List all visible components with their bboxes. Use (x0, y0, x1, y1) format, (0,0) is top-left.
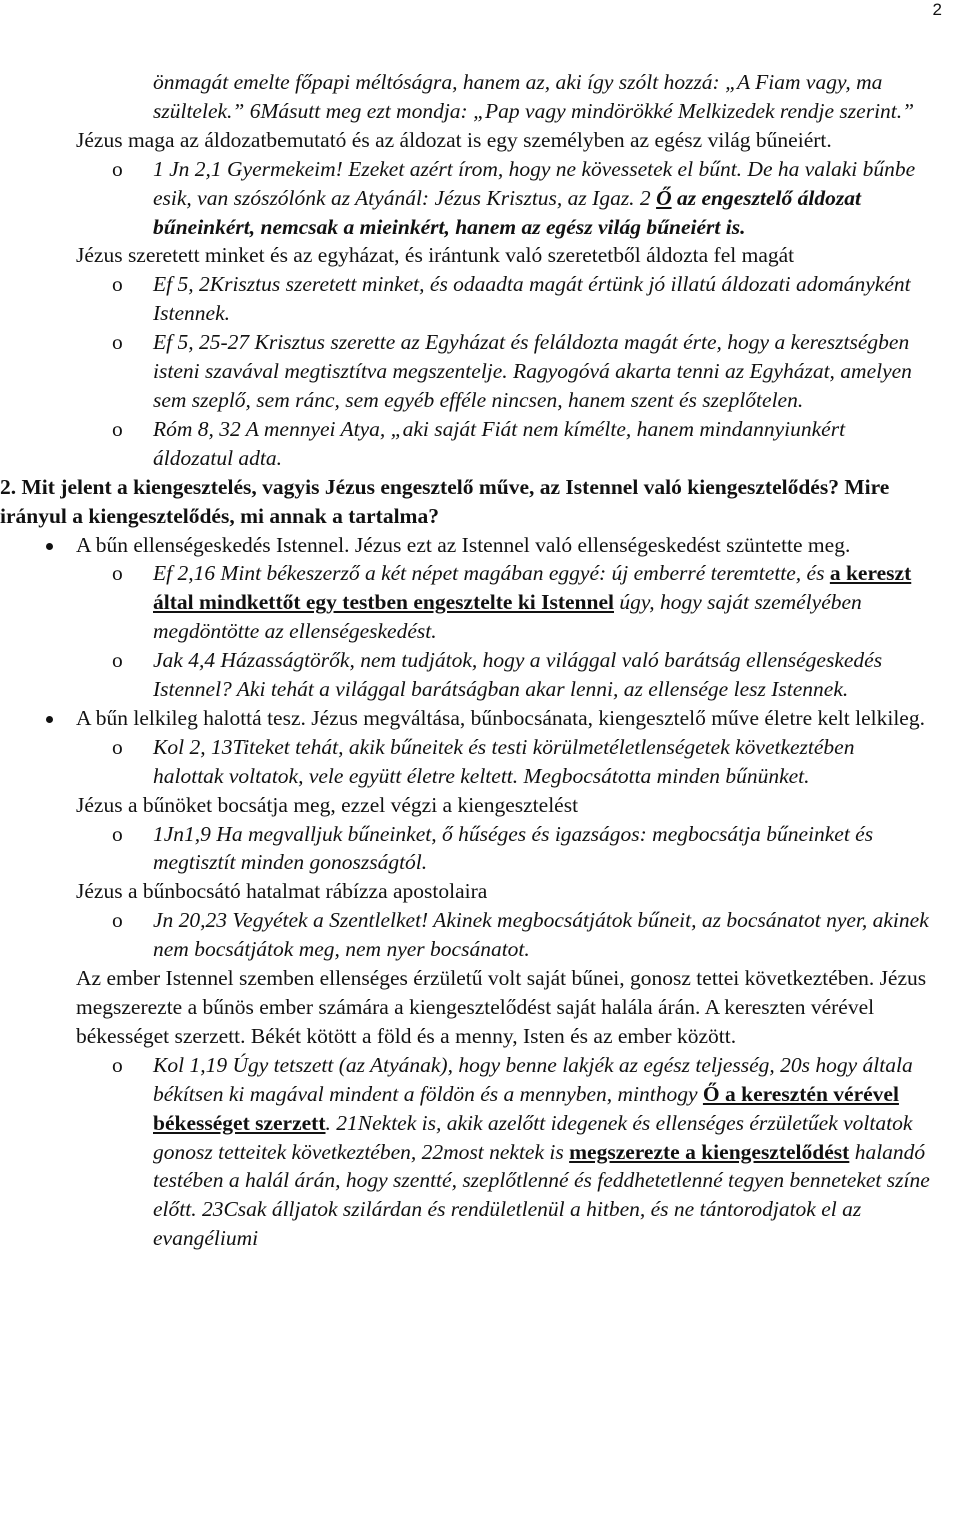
emphasis-text: megszerezte a kiengesztelődést (569, 1139, 850, 1164)
bullet-dot-icon (46, 543, 53, 550)
quote-text: . 21Nektek is, akik azelőtt idegenek és ellenséges érzületűek voltatok gonosz tetteitek következtében, 22most nektek is (153, 1110, 913, 1164)
list-item (0, 328, 960, 415)
sub-bullet-marker: o (112, 648, 123, 673)
quote-text: úgy, hogy saját személyében megdöntötte az ellenségeskedést. (153, 590, 862, 644)
emphasis-text: Ő (656, 185, 672, 210)
sub-bullet-marker: o (112, 821, 123, 846)
sub-bullet-marker: o (112, 416, 123, 441)
body-text: Jézus maga az áldozatbemutató és az áldozat is egy személyben az egész világ bűneiért. (76, 127, 832, 152)
body-text: Jézus a bűnbocsátó hatalmat rábízza apostolaira (76, 879, 488, 904)
sub-bullet-marker: o (112, 734, 123, 759)
bullet-item (0, 531, 960, 560)
emphasis-text: az engesztelő áldozat bűneinkért, nemcsak a mieinkért, hanem az egész világ bűneiért is. (153, 185, 861, 239)
quote-text: halandó testében a halál árán, hogy szentté, szeplőtlenné és feddhetetlenné tegyen benneteket színe előtt. 23Csak álljatok szilárdan és rendületlenül a hitben, és ne tántorodjatok el az evangéliumi (153, 1139, 930, 1251)
quote-text: Ef 2,16 Mint békeszerző a két népet magában eggyé: új emberré teremtette, és (153, 561, 830, 586)
quote-text: 1Jn1,9 Ha megvalljuk bűneinket, ő hűséges és igazságos: megbocsátja bűneinket és megtisztít minden gonoszságtól. (153, 821, 874, 875)
sub-bullet-marker: o (112, 561, 123, 586)
quote-text: Ef 5, 2Krisztus szeretett minket, és odaadta magát értünk jó illatú áldozati adományként Istennek. (153, 272, 911, 326)
sub-bullet-marker: o (112, 908, 123, 933)
list-item (0, 559, 960, 646)
body-text: Jézus a bűnöket bocsátja meg, ezzel végzi a kiengesztelést (76, 792, 579, 817)
body-text: Az ember Istennel szemben ellenséges érzületű volt saját bűnei, gonosz tettei következtében. Jézus megszerezte a bűnös ember számára a kiengesztelődést saját halála árán. A kereszten vérével békességet szerzett. Békét kötött a föld és a menny, Isten és az ember között. (76, 966, 927, 1048)
paragraph (0, 241, 960, 270)
paragraph (0, 126, 960, 155)
quote-text: önmagát emelte főpapi méltóságra, hanem az, aki így szólt hozzá: „A Fiam vagy, ma szültelek.” 6Másutt meg ezt mondja: „Pap vagy mindörökké Melkizedek rendje szerint.” (153, 70, 915, 123)
sub-bullet-marker: o (112, 1052, 123, 1077)
emphasis-text: a kereszt által mindkettőt egy testben engesztelte ki Istennel (153, 561, 912, 615)
paragraph (0, 877, 960, 906)
body-text: Jézus szeretett minket és az egyházat, és irántunk való szeretetből áldozta fel magát (76, 243, 795, 268)
quote-text: Kol 1,19 Úgy tetszett (az Atyának), hogy benne lakjék az egész teljesség, 20s hogy általa békítsen ki magával mindent a földön és a mennyben, minthogy (153, 1052, 913, 1106)
body-text: A bűn lelkileg halottá tesz. Jézus megváltása, bűnbocsánata, kiengesztelő műve életre kelt lelkileg. (76, 705, 925, 730)
sub-bullet-marker: o (112, 272, 123, 297)
bullet-dot-icon (46, 716, 53, 723)
list-item (0, 270, 960, 328)
list-item (0, 646, 960, 704)
list-item (0, 155, 960, 242)
quote-text: Ef 5, 25-27 Krisztus szerette az Egyházat és feláldozta magát érte, hogy a keresztségben isteni szavával megtisztítva megszentelje. Ragyogóvá akarta tenni az Egyházat, amelyen sem szeplő, sem ránc, sem egyéb efféle nincsen, hanem szent és szeplőtelen. (153, 330, 912, 412)
body-text: A bűn ellenségeskedés Istennel. Jézus ezt az Istennel való ellenségeskedést szüntette meg. (76, 532, 851, 557)
sub-bullet-marker: o (112, 156, 123, 181)
paragraph (0, 791, 960, 820)
emphasis-text: Ő a keresztén vérével békességet szerzett (153, 1081, 899, 1135)
list-item (0, 906, 960, 964)
quote-text: Kol 2, 13Titeket tehát, akik bűneitek és testi körülmetéletlenségetek következtében halottak voltatok, vele együtt életre keltett. Megbocsátotta minden bűnünket. (153, 734, 855, 788)
list-item (0, 415, 960, 473)
list-item (0, 733, 960, 791)
quote-text: Róm 8, 32 A mennyei Atya, „aki saját Fiát nem kímélte, hanem mindannyiunkért áldozatul adta. (153, 416, 846, 470)
document-body (0, 68, 960, 1253)
section-heading (0, 473, 960, 531)
quote-text: Jak 4,4 Házasságtörők, nem tudjátok, hogy a világgal való barátság ellenségeskedés Istennel? Aki tehát a világgal barátságban akar lenni, az ellensége lesz Istennek. (153, 648, 883, 702)
page-number: 2 (932, 0, 942, 19)
bullet-item (0, 704, 960, 733)
sub-bullet-marker: o (112, 330, 123, 355)
list-item (0, 820, 960, 878)
paragraph (0, 964, 960, 1051)
quote-text: Jn 20,23 Vegyétek a Szentlelket! Akinek megbocsátjátok bűneit, az bocsánatot nyer, akinek nem bocsátjátok meg, nem nyer bocsánatot. (153, 908, 929, 962)
heading-text: 2. Mit jelent a kiengesztelés, vagyis Jézus engesztelő műve, az Istennel való kiengesztelődés? Mire irányul a kiengesztelődés, mi annak a tartalma? (0, 474, 890, 528)
quote-text: 1 Jn 2,1 Gyermekeim! Ezeket azért írom, hogy ne kövessetek el bűnt. De ha valaki bűnbe esik, van szószólónk az Atyánál: Jézus Krisztus, az Igaz. 2 (153, 156, 916, 210)
paragraph (0, 68, 960, 126)
list-item (0, 1051, 960, 1253)
